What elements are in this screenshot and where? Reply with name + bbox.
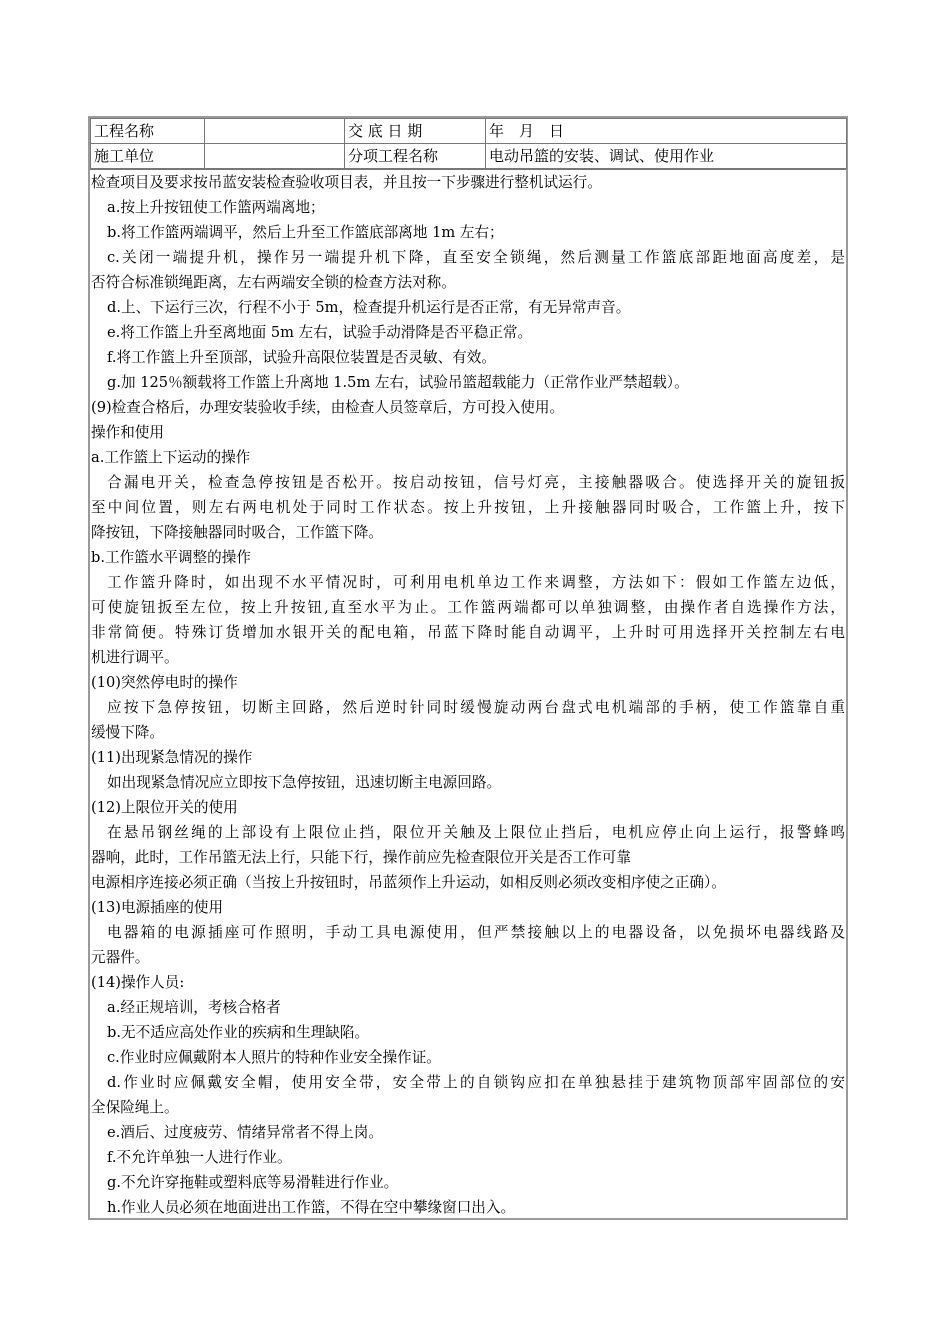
text-line: a.经正规培训，考核合格者 (107, 999, 281, 1016)
section-heading: 操作和使用 (91, 424, 164, 441)
text-line: c.作业时应佩戴附本人照片的特种作业安全操作证。 (107, 1049, 441, 1066)
text-line: 机进行调平。 (91, 649, 179, 666)
text-line: d.作业时应佩戴安全帽，使用安全带，安全带上的自锁钩应扣在单独悬挂于建筑物顶部牢固部位的安 (107, 1074, 845, 1091)
text-line: 缓慢下降。 (91, 724, 164, 741)
text-line: 否符合标准锁绳距离，左右两端安全锁的检查方法对称。 (91, 274, 456, 291)
sub-heading: (13)电源插座的使用 (91, 899, 224, 916)
text-line: 应按下急停按钮，切断主回路，然后逆时针同时缓慢旋动两台盘式电机端部的手柄，使工作篮靠自重 (107, 699, 845, 716)
text-line: 可使旋钮扳至左位，按上升按钮,直至水平为止。工作篮两端都可以单独调整，由操作者自选操作方法， (91, 599, 845, 616)
text-line: 非常简便。特殊订货增加水银开关的配电箱，吊蓝下降时能自动调平，上升时可用选择开关控制左右电 (91, 624, 845, 641)
text-line: 元器件。 (91, 949, 150, 966)
text-line: b.将工作篮两端调平，然后上升至工作篮底部离地 1m 左右； (107, 224, 504, 241)
text-line: c.关闭一端提升机，操作另一端提升机下降，直至安全锁绳，然后测量工作篮底部距地面高度差，是 (107, 249, 845, 266)
text-line: h.作业人员必须在地面进出工作篮，不得在空中攀缘窗口出入。 (107, 1199, 516, 1216)
text-line: 器响，此时，工作吊篮无法上行，只能下行，操作前应先检查限位开关是否工作可靠 (91, 849, 631, 866)
date-label: 交 底 日 期 (345, 119, 486, 144)
text-line: e.酒后、过度疲劳、情绪异常者不得上岗。 (107, 1124, 383, 1141)
sub-heading: a.工作篮上下运动的操作 (91, 449, 251, 466)
sub-project-label: 分项工程名称 (345, 144, 486, 169)
sub-heading: (11)出现紧急情况的操作 (91, 749, 253, 766)
project-name-label: 工程名称 (91, 119, 205, 144)
text-line: 电源相序连接必须正确（当按上升按钮时，吊蓝须作上升运动，如相反则必须改变相序使之正确）。 (91, 874, 726, 891)
text-line: 合漏电开关，检查急停按钮是否松开。按启动按钮，信号灯亮，主接触器吸合。使选择开关的旋钮扳 (107, 474, 845, 491)
project-name-value (205, 119, 345, 144)
date-value: 年 月 日 (486, 119, 847, 144)
text-line: 检查项目及要求按吊蓝安装检查验收项目表，并且按一下步骤进行整机试运行。 (91, 174, 602, 191)
text-line: e.将工作篮上升至离地面 5m 左右，试验手动滑降是否平稳正常。 (107, 324, 533, 341)
sub-heading: (10)突然停电时的操作 (91, 674, 238, 691)
text-line: 在悬吊钢丝绳的上部设有上限位止挡，限位开关触及上限位止挡后，电机应停止向上运行，报警蜂鸣 (107, 824, 845, 841)
text-line: (9)检查合格后，办理安装验收手续，由检查人员签章后，方可投入使用。 (91, 399, 565, 416)
sub-heading: b.工作篮水平调整的操作 (91, 549, 251, 566)
unit-value (205, 144, 345, 169)
text-line: 如出现紧急情况应立即按下急停按钮，迅速切断主电源回路。 (107, 774, 502, 791)
text-line: 全保险绳上。 (91, 1099, 179, 1116)
text-line: f.不允许单独一人进行作业。 (107, 1149, 292, 1166)
sub-heading: (14)操作人员: (91, 974, 185, 991)
text-line: 电器箱的电源插座可作照明，手动工具电源使用，但严禁接触以上的电器设备，以免损坏电器线路及 (107, 924, 845, 941)
text-line: b.无不适应高处作业的疾病和生理缺陷。 (107, 1024, 370, 1041)
text-line: g.不允许穿拖鞋或塑料底等易滑鞋进行作业。 (107, 1174, 399, 1191)
text-line: 降按钮，下降接触器同时吸合，工作篮下降。 (91, 524, 383, 541)
content-body (90, 169, 846, 1220)
unit-label: 施工单位 (91, 144, 205, 169)
header-row-2 (91, 144, 847, 169)
header-table (90, 118, 847, 169)
text-line: d.上、下运行三次，行程不小于 5m，检查提升机运行是否正常，有无异常声音。 (107, 299, 631, 316)
text-line: 工作篮升降时，如出现不水平情况时，可利用电机单边工作来调整，方法如下：假如工作篮左边低， (107, 574, 845, 591)
text-line: a.按上升按钮使工作篮两端离地； (107, 199, 325, 216)
header-row-1 (91, 119, 847, 144)
text-line: f.将工作篮上升至顶部，试验升高限位装置是否灵敏、有效。 (107, 349, 496, 366)
sub-project-value: 电动吊篮的安装、调试、使用作业 (486, 144, 847, 169)
disclosure-form (88, 116, 848, 1220)
text-line: g.加 125％额载将工作篮上升离地 1.5m 左右，试验吊篮超载能力（正常作业严禁超载）。 (107, 374, 689, 391)
text-line: 至中间位置，则左右两电机处于同时工作状态。按上升按钮，上升接触器同时吸合，工作篮上升，按下 (91, 499, 845, 516)
sub-heading: (12)上限位开关的使用 (91, 799, 238, 816)
